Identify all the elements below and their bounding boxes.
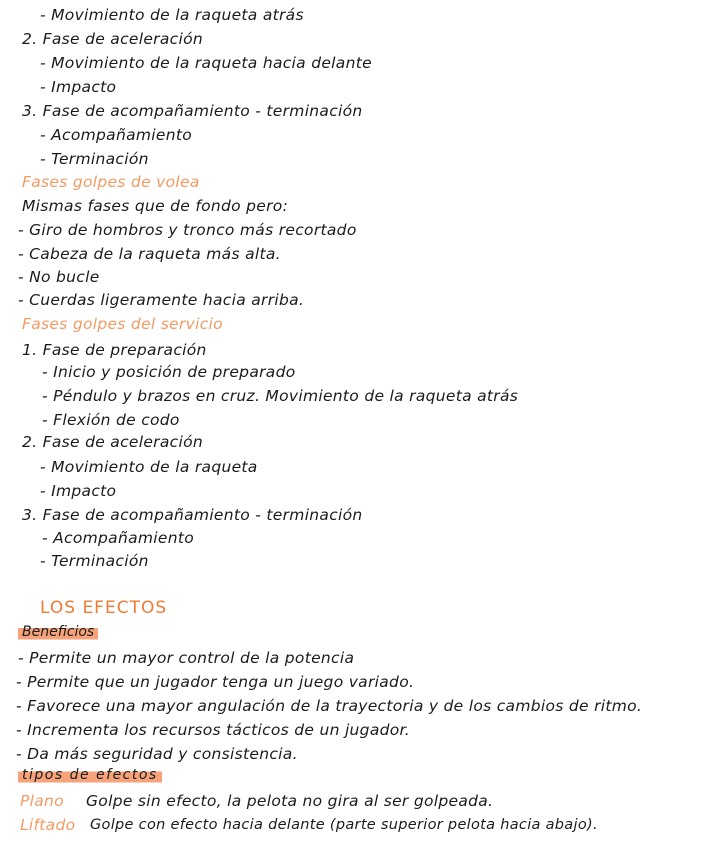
paragraph: Mismas fases que de fondo pero:	[22, 197, 289, 215]
list-item: - Inicio y posición de preparado	[42, 363, 296, 381]
list-item: - Péndulo y brazos en cruz. Movimiento de la raqueta atrás	[42, 387, 519, 405]
list-item: - Flexión de codo	[42, 411, 180, 429]
phase-title: 3. Fase de acompañamiento - terminación	[22, 506, 363, 524]
list-item: - Movimiento de la raqueta	[40, 458, 258, 476]
section-title-volea: Fases golpes de volea	[22, 173, 200, 191]
list-item: - Permite un mayor control de la potencia	[18, 649, 355, 667]
phase-title: 3. Fase de acompañamiento - terminación	[22, 102, 363, 120]
subheading-highlight: tipos de efectos	[18, 767, 162, 784]
list-item: - Incrementa los recursos tácticos de un jugador.	[16, 721, 411, 739]
list-item: - Giro de hombros y tronco más recortado	[18, 221, 357, 239]
term-liftado: Liftado	[20, 816, 76, 834]
list-item: - Terminación	[40, 552, 149, 570]
list-item: - Acompañamiento	[40, 126, 193, 144]
list-item: - Impacto	[40, 482, 117, 500]
list-item: - Permite que un jugador tenga un juego variado.	[16, 673, 415, 691]
definition-liftado: Golpe con efecto hacia delante (parte superior pelota hacia abajo).	[90, 817, 598, 833]
section-heading-efectos: LOS EFECTOS	[40, 598, 168, 618]
list-item: - Da más seguridad y consistencia.	[16, 745, 298, 763]
list-item: - Acompañamiento	[42, 529, 195, 547]
term-plano: Plano	[20, 792, 64, 810]
list-item: - Movimiento de la raqueta hacia delante	[40, 54, 372, 72]
list-item: - Movimiento de la raqueta atrás	[40, 6, 304, 24]
list-item: - Cuerdas ligeramente hacia arriba.	[18, 291, 305, 309]
phase-title: 2. Fase de aceleración	[22, 30, 203, 48]
phase-title: 1. Fase de preparación	[22, 341, 207, 359]
phase-title: 2. Fase de aceleración	[22, 433, 203, 451]
list-item: - Favorece una mayor angulación de la trayectoria y de los cambios de ritmo.	[16, 697, 643, 715]
subheading-highlight: Beneficios	[18, 624, 98, 641]
list-item: - Impacto	[40, 78, 117, 96]
definition-plano: Golpe sin efecto, la pelota no gira al ser golpeada.	[86, 792, 494, 810]
section-title-servicio: Fases golpes del servicio	[22, 315, 223, 333]
list-item: - Terminación	[40, 150, 149, 168]
list-item: - No bucle	[18, 268, 100, 286]
list-item: - Cabeza de la raqueta más alta.	[18, 245, 281, 263]
